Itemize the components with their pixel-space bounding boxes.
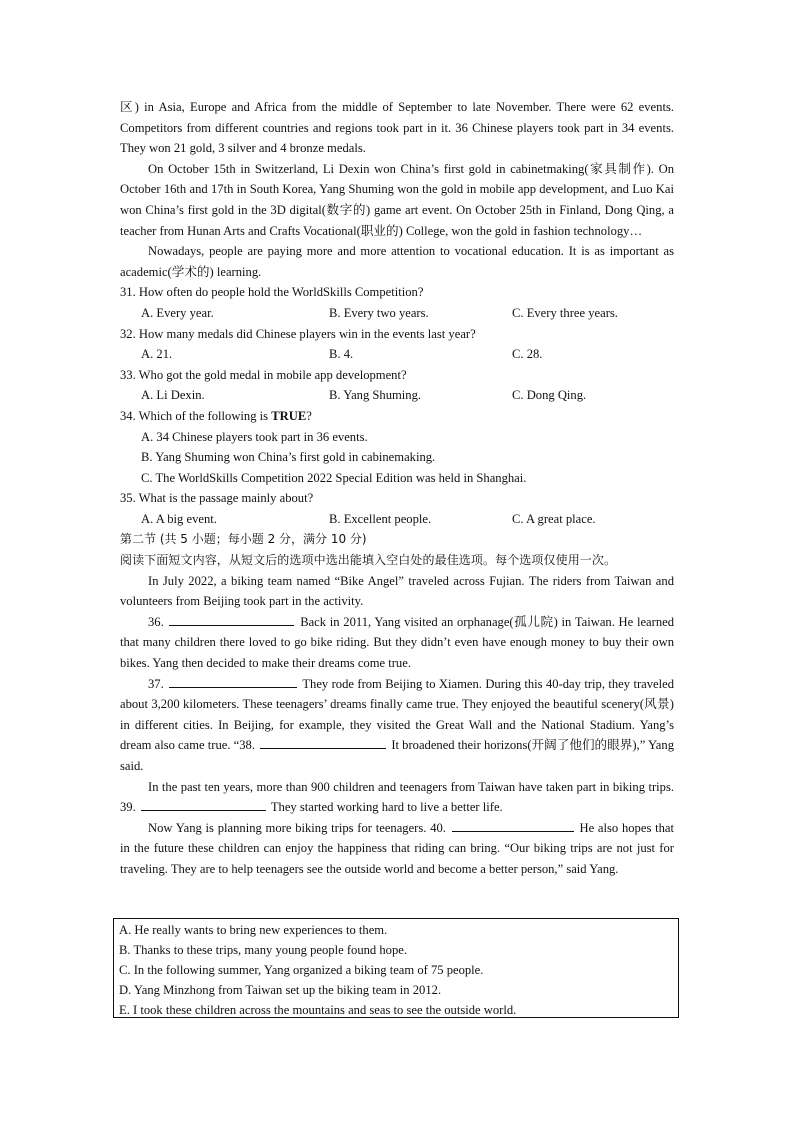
answer-blank-40[interactable]	[452, 819, 574, 832]
question-prefix: 34. Which of the following is	[120, 408, 272, 423]
question-33	[120, 365, 674, 406]
option-a: A. Every year.	[141, 305, 214, 320]
question-34	[120, 406, 674, 488]
answer-blank-36[interactable]	[169, 613, 294, 626]
section-instruction: 阅读下面短文内容，从短文后的选项中选出能填入空白处的最佳选项。每个选项仅使用一次。	[120, 553, 617, 568]
option-a: A. 21.	[141, 347, 173, 362]
option-c: C. 28.	[512, 347, 543, 362]
paragraph-text: Now Yang is planning more biking trips for teenagers. 40.	[148, 820, 446, 835]
question-text: 32. How many medals did Chinese players win in the events last year?	[120, 326, 476, 341]
option-b: B. Yang Shuming.	[329, 388, 422, 403]
question-options	[120, 303, 674, 324]
option-a: A. Li Dexin.	[141, 388, 205, 403]
passage1-paragraph-3: Nowadays, people are paying more and more attention to vocational education. It is as important as academic(学术的) learning.	[120, 244, 674, 279]
option-b: B. Every two years.	[329, 305, 429, 320]
answer-blank-39[interactable]	[141, 798, 266, 811]
question-options	[120, 509, 674, 530]
option-c: C. A great place.	[512, 511, 596, 526]
question-options	[120, 385, 674, 406]
blank-number: 36.	[148, 614, 164, 629]
question-text: 31. How often do people hold the WorldSkills Competition?	[120, 285, 424, 300]
choice-option-b: B. Thanks to these trips, many young people found hope.	[119, 943, 407, 957]
question-options	[120, 344, 674, 365]
choice-option-c: C. In the following summer, Yang organized a biking team of 75 people.	[119, 963, 484, 977]
blank-number: 37.	[148, 676, 164, 691]
question-text: 35. What is the passage mainly about?	[120, 491, 314, 506]
paragraph-text: They rode from Beijing to Xiamen. During this 40-day trip, they traveled about 3,200 kilometers. These teenagers’ dreams finally came true. They enjoyed the beautiful scenery(风景) in different cities. In Beijing, for example, they visited the Great Wall and the National Stadium. Yang’s dream also came true. “38.	[120, 676, 675, 753]
paragraph-text: Back in 2011, Yang visited an orphanage(孤儿院) in Taiwan. He learned that many children there loved to go bike riding. But they didn’t even have enough money to buy their own bikes. Yang then decided to make their dreams come true.	[120, 614, 675, 671]
option-c: C. Every three years.	[512, 305, 618, 320]
passage2-paragraph-5	[120, 818, 674, 880]
question-32	[120, 324, 674, 365]
question-text	[120, 406, 674, 427]
passage2-paragraph-4	[120, 777, 674, 818]
question-emphasis: TRUE	[271, 408, 307, 423]
paragraph-text-tail: It broadened their horizons(开阔了他们的眼界),” Yang said.	[120, 738, 674, 773]
choice-option-d: D. Yang Minzhong from Taiwan set up the biking team in 2012.	[119, 983, 442, 997]
passage1-paragraph-2: On October 15th in Switzerland, Li Dexin won China’s first gold in cabinetmaking(家具制作). On October 16th and 17th in South Korea, Yang Shuming won the gold in mobile app development, and Luo Kai won China’s first gold in the 3D digital(数字的) game art event. On October 25th in Finland, Dong Qing, a teacher from Hunan Arts and Crafts Vocational(职业的) College, won the gold in fashion technology…	[120, 161, 674, 238]
option-c: C. The WorldSkills Competition 2022 Special Edition was held in Shanghai.	[141, 470, 527, 485]
passage1-paragraph-1: 区) in Asia, Europe and Africa from the middle of September to late November. There were 62 events. Competitors from different countries and regions took part in it. 36 Chinese players took part in 34 events. They won 21 gold, 3 silver and 4 bronze medals.	[120, 100, 674, 156]
paragraph-text-tail: They started working hard to live a better life.	[270, 800, 503, 815]
paragraph-text-tail: He also hopes that in the future these children can enjoy the happiness that riding can bring. “Our biking trips are not just for traveling. They are to help teenagers see the outside world and become a better person,” said Yang.	[120, 820, 674, 876]
option-b: B. 4.	[329, 347, 354, 362]
passage2-paragraph-3	[120, 674, 674, 777]
option-a: A. 34 Chinese players took part in 36 events.	[141, 429, 368, 444]
paragraph-text: In the past ten years, more than 900 children and teenagers from Taiwan have taken part in biking trips. 39.	[120, 779, 674, 815]
answer-blank-37[interactable]	[169, 675, 297, 688]
choice-option-e: E. I took these children across the mountains and seas to see the outside world.	[119, 1003, 517, 1017]
option-c: C. Dong Qing.	[512, 388, 587, 403]
passage2-paragraph-1: In July 2022, a biking team named “Bike Angel” traveled across Fujian. The riders from Taiwan and volunteers from Beijing took part in the activity.	[120, 573, 674, 609]
options-box	[113, 918, 679, 1018]
question-35	[120, 488, 674, 529]
passage2-paragraph-2	[120, 612, 674, 674]
option-b: B. Excellent people.	[329, 511, 432, 526]
option-a: A. A big event.	[141, 511, 217, 526]
choice-option-a: A. He really wants to bring new experiences to them.	[119, 923, 388, 937]
section-heading: 第二节 (共 5 小题；每小题 2 分，满分 10 分)	[120, 532, 367, 547]
answer-blank-38[interactable]	[260, 736, 386, 749]
option-b: B. Yang Shuming won China’s first gold in cabinemaking.	[141, 450, 436, 465]
question-suffix: ?	[306, 408, 312, 423]
question-text: 33. Who got the gold medal in mobile app development?	[120, 367, 407, 382]
question-31	[120, 282, 674, 323]
exam-page	[120, 97, 674, 880]
